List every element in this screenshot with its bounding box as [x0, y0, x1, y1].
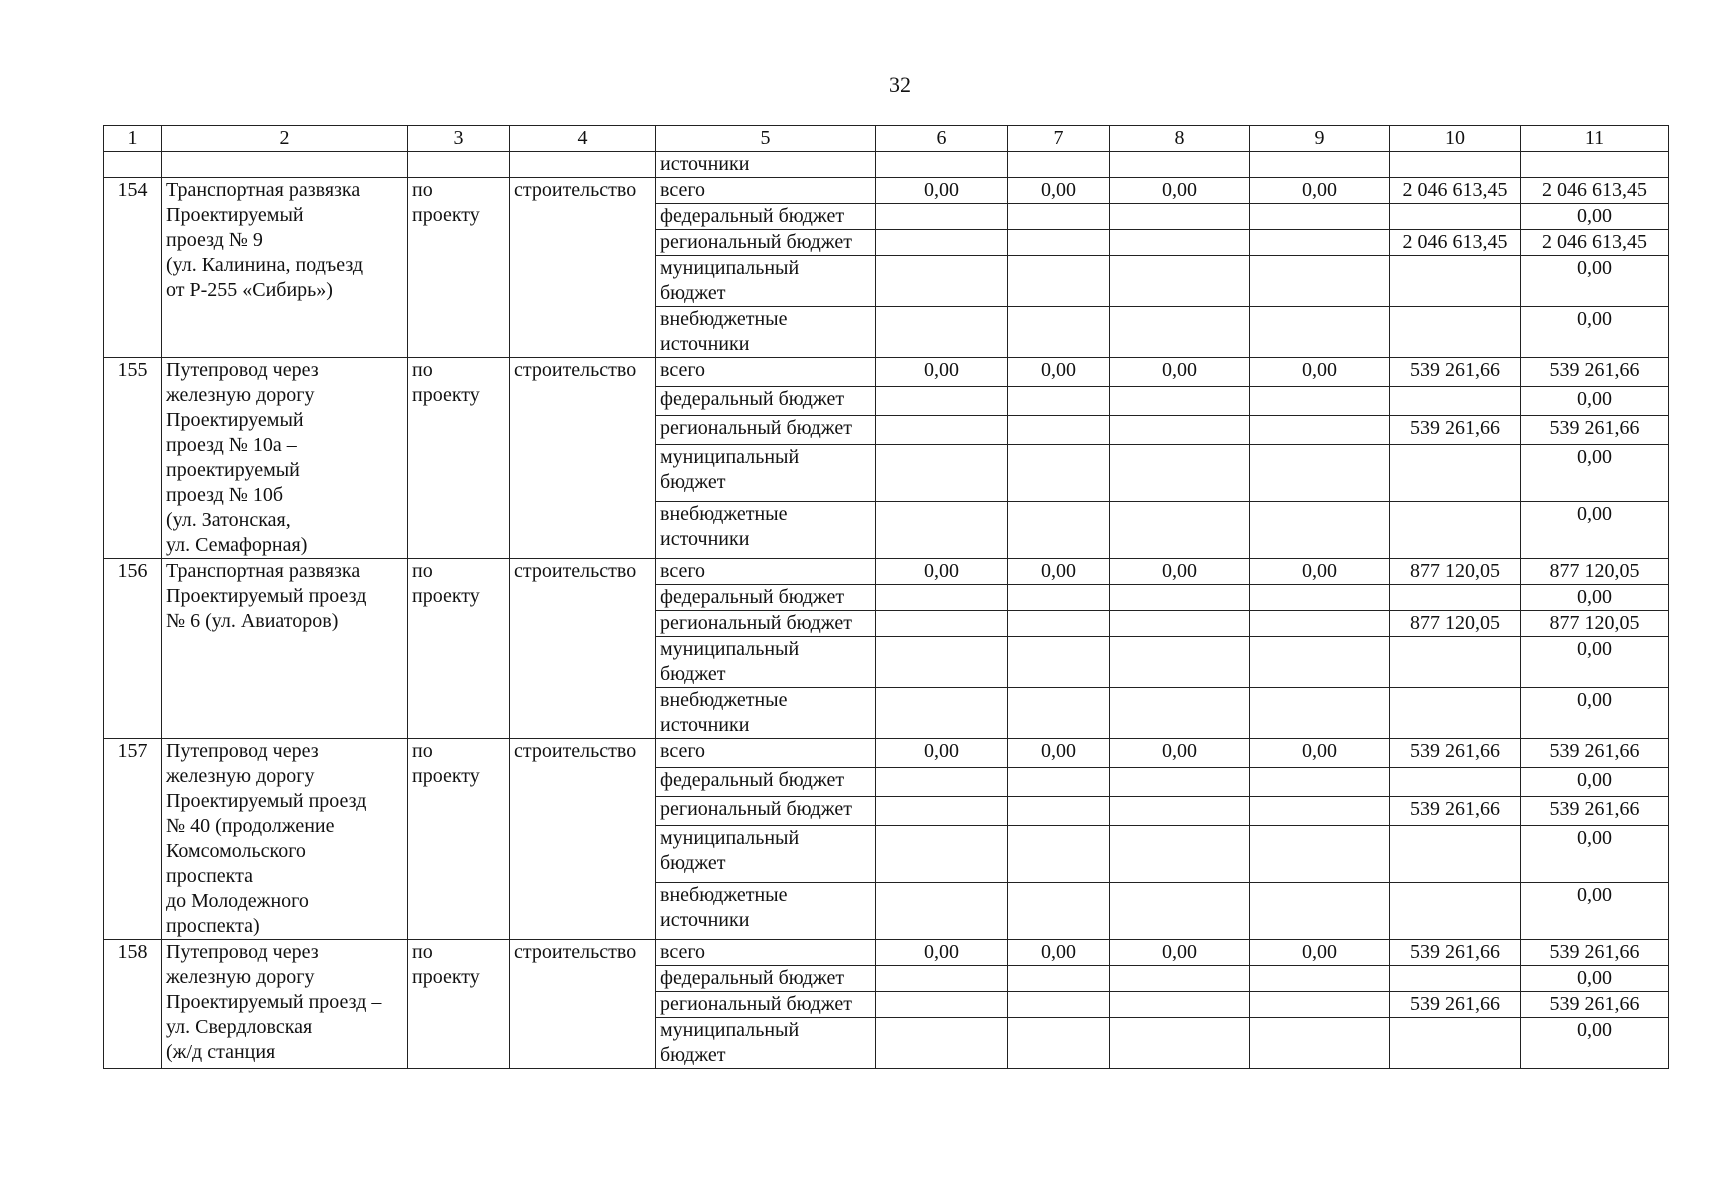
amount-cell	[1390, 307, 1521, 358]
cell-line: проекту	[412, 204, 480, 226]
amount-cell	[1390, 585, 1521, 611]
funding-source	[656, 966, 876, 992]
cell-line: Проектируемый	[166, 409, 304, 431]
amount-cell	[1110, 445, 1250, 502]
row-number: 157	[104, 739, 162, 940]
funding-source	[656, 178, 876, 204]
amount-cell	[1110, 585, 1250, 611]
amount-cell: 0,00	[876, 178, 1008, 204]
amount-cell	[1250, 416, 1390, 445]
amount-cell: 0,00	[1250, 739, 1390, 768]
cell-line: муниципальный	[660, 638, 800, 660]
amount-cell	[1250, 688, 1390, 739]
funding-source	[656, 307, 876, 358]
amount-cell	[1110, 230, 1250, 256]
amount-cell: 539 261,66	[1521, 416, 1669, 445]
amount-cell: 877 120,05	[1521, 559, 1669, 585]
amount-cell: 0,00	[1250, 559, 1390, 585]
amount-cell	[876, 883, 1008, 940]
cell-line: до Молодежного	[166, 890, 309, 912]
amount-cell: 0,00	[1008, 559, 1110, 585]
amount-cell	[1008, 768, 1110, 797]
amount-cell	[1110, 883, 1250, 940]
amount-cell	[1008, 387, 1110, 416]
funding-source	[656, 256, 876, 307]
funding-source	[656, 739, 876, 768]
amount-cell: 877 120,05	[1521, 611, 1669, 637]
amount-cell	[1008, 230, 1110, 256]
amount-cell	[1250, 992, 1390, 1018]
budget-table	[103, 125, 1669, 1069]
amount-cell: 0,00	[1521, 585, 1669, 611]
amount-cell	[1008, 688, 1110, 739]
amount-cell: 877 120,05	[1390, 611, 1521, 637]
funding-source	[656, 204, 876, 230]
cell-line: проезд № 9	[166, 229, 263, 251]
amount-cell	[1008, 611, 1110, 637]
amount-cell	[1250, 797, 1390, 826]
amount-cell	[1008, 585, 1110, 611]
cell-line: бюджет	[660, 471, 726, 494]
funding-source	[656, 1018, 876, 1069]
cell-line: № 6 (ул. Авиаторов)	[166, 610, 339, 632]
funding-source	[656, 611, 876, 637]
amount-cell	[1110, 768, 1250, 797]
cell-line: всего	[660, 740, 706, 762]
amount-cell: 539 261,66	[1390, 797, 1521, 826]
amount-cell	[1110, 966, 1250, 992]
amount-cell: 0,00	[1521, 445, 1669, 502]
amount-cell: 0,00	[1110, 940, 1250, 966]
amount-cell: 0,00	[1110, 739, 1250, 768]
amount-cell	[1390, 768, 1521, 797]
amount-cell: 539 261,66	[1390, 992, 1521, 1018]
header-cell: 2	[162, 126, 408, 152]
funding-source	[656, 585, 876, 611]
cell-line: источники	[660, 909, 750, 932]
amount-cell	[1008, 992, 1110, 1018]
cell-line: всего	[660, 179, 706, 201]
amount-cell	[876, 307, 1008, 358]
amount-cell	[1390, 387, 1521, 416]
page-number: 32	[889, 72, 911, 97]
amount-cell	[1110, 611, 1250, 637]
header-cell: 10	[1390, 126, 1521, 152]
amount-cell	[1008, 883, 1110, 940]
cell-line: муниципальный	[660, 1019, 800, 1041]
cell-line: ул. Семафорная)	[166, 534, 308, 556]
cell-line: ул. Свердловская	[166, 1016, 313, 1038]
cell-line: источники	[660, 333, 750, 355]
header-cell: 11	[1521, 126, 1669, 152]
amount-cell	[1110, 387, 1250, 416]
amount-cell: 877 120,05	[1390, 559, 1521, 585]
amount-cell	[1110, 797, 1250, 826]
amount-cell	[1250, 1018, 1390, 1069]
row-number: 154	[104, 178, 162, 358]
amount-cell	[1008, 966, 1110, 992]
funding-source	[656, 387, 876, 416]
project-basis	[408, 940, 510, 1069]
cell-line: региональный бюджет	[660, 798, 852, 821]
funding-source	[656, 559, 876, 585]
amount-cell: 0,00	[1008, 940, 1110, 966]
cell-line: всего	[660, 560, 706, 582]
amount-cell	[876, 387, 1008, 416]
amount-cell	[876, 416, 1008, 445]
cell-line: проекту	[412, 585, 480, 607]
object-name	[162, 559, 408, 739]
amount-cell	[876, 256, 1008, 307]
funding-source	[656, 416, 876, 445]
cell-line: Путепровод через	[166, 740, 319, 762]
cell-line: по	[412, 179, 433, 201]
cell-line: всего	[660, 941, 706, 963]
amount-cell: 0,00	[1521, 826, 1669, 883]
cell-line: внебюджетные	[660, 503, 788, 526]
funding-source	[656, 992, 876, 1018]
amount-cell	[876, 797, 1008, 826]
amount-cell: 0,00	[1521, 307, 1669, 358]
cell-line: источники	[660, 528, 750, 551]
amount-cell: 539 261,66	[1521, 797, 1669, 826]
amount-cell: 0,00	[876, 559, 1008, 585]
table-row	[104, 178, 1669, 204]
amount-cell	[876, 230, 1008, 256]
cell-line: федеральный бюджет	[660, 967, 845, 989]
cell-line: железную дорогу	[166, 384, 315, 406]
cell-line: внебюджетные	[660, 884, 788, 907]
amount-cell: 539 261,66	[1390, 940, 1521, 966]
amount-cell	[876, 992, 1008, 1018]
row-number: 156	[104, 559, 162, 739]
amount-cell: 0,00	[1521, 204, 1669, 230]
project-basis	[408, 559, 510, 739]
header-cell: 6	[876, 126, 1008, 152]
amount-cell: 539 261,66	[1521, 992, 1669, 1018]
amount-cell	[876, 204, 1008, 230]
header-cell: 5	[656, 126, 876, 152]
amount-cell	[1250, 204, 1390, 230]
amount-cell: 0,00	[1110, 178, 1250, 204]
amount-cell: 2 046 613,45	[1521, 230, 1669, 256]
cell-line: № 40 (продолжение	[166, 815, 335, 837]
amount-cell	[1250, 445, 1390, 502]
amount-cell	[1250, 768, 1390, 797]
cell-line: бюджет	[660, 663, 726, 685]
cell-line: бюджет	[660, 852, 726, 875]
header-cell: 1	[104, 126, 162, 152]
funding-source	[656, 797, 876, 826]
amount-cell: 0,00	[1008, 739, 1110, 768]
amount-cell	[1008, 256, 1110, 307]
amount-cell	[1250, 256, 1390, 307]
amount-cell	[1250, 502, 1390, 559]
continuation-row	[104, 152, 1669, 178]
cell-line: региональный бюджет	[660, 993, 852, 1015]
header-row	[104, 126, 1669, 152]
amount-cell	[1390, 256, 1521, 307]
amount-cell	[1110, 826, 1250, 883]
continuation-label: источники	[656, 152, 876, 178]
amount-cell	[1250, 826, 1390, 883]
amount-cell: 0,00	[876, 739, 1008, 768]
row-number: 158	[104, 940, 162, 1069]
cell-line: по	[412, 560, 433, 582]
amount-cell: 0,00	[876, 940, 1008, 966]
amount-cell	[876, 637, 1008, 688]
amount-cell	[1250, 387, 1390, 416]
amount-cell	[1110, 204, 1250, 230]
cell-line: региональный бюджет	[660, 417, 852, 440]
cell-line: внебюджетные	[660, 689, 788, 711]
amount-cell	[1250, 883, 1390, 940]
amount-cell	[1008, 502, 1110, 559]
object-name	[162, 940, 408, 1069]
cell-line: источники	[660, 714, 750, 736]
amount-cell	[1250, 230, 1390, 256]
amount-cell: 0,00	[1521, 1018, 1669, 1069]
amount-cell	[1390, 1018, 1521, 1069]
amount-cell: 0,00	[1521, 883, 1669, 940]
amount-cell	[876, 585, 1008, 611]
cell-line: проекту	[412, 765, 480, 787]
cell-line: федеральный бюджет	[660, 586, 845, 608]
amount-cell	[876, 1018, 1008, 1069]
amount-cell	[876, 966, 1008, 992]
cell-line: региональный бюджет	[660, 612, 852, 634]
amount-cell	[1250, 637, 1390, 688]
header-cell: 4	[510, 126, 656, 152]
object-name	[162, 739, 408, 940]
work-type: строительство	[510, 739, 656, 940]
amount-cell: 0,00	[1521, 256, 1669, 307]
cell-line: (ул. Калинина, подъезд	[166, 254, 364, 276]
cell-line: федеральный бюджет	[660, 388, 845, 411]
funding-source	[656, 502, 876, 559]
object-name	[162, 358, 408, 559]
cell-line: внебюджетные	[660, 308, 788, 330]
amount-cell	[1008, 307, 1110, 358]
amount-cell	[1390, 637, 1521, 688]
cell-line: Проектируемый проезд	[166, 790, 367, 812]
header-cell: 7	[1008, 126, 1110, 152]
amount-cell: 0,00	[1521, 768, 1669, 797]
cell-line: Транспортная развязка	[166, 179, 361, 201]
amount-cell: 0,00	[876, 358, 1008, 387]
amount-cell: 539 261,66	[1521, 739, 1669, 768]
amount-cell	[1390, 883, 1521, 940]
amount-cell	[1390, 826, 1521, 883]
amount-cell: 0,00	[1250, 358, 1390, 387]
table-row	[104, 739, 1669, 768]
cell-line: по	[412, 941, 433, 963]
amount-cell	[1390, 204, 1521, 230]
cell-line: Путепровод через	[166, 359, 319, 381]
amount-cell: 539 261,66	[1521, 358, 1669, 387]
cell-line: региональный бюджет	[660, 231, 852, 253]
amount-cell	[1008, 445, 1110, 502]
amount-cell: 0,00	[1521, 502, 1669, 559]
amount-cell: 0,00	[1521, 688, 1669, 739]
amount-cell	[1008, 204, 1110, 230]
table-row	[104, 559, 1669, 585]
amount-cell: 539 261,66	[1390, 358, 1521, 387]
amount-cell	[876, 502, 1008, 559]
cell-line: всего	[660, 359, 706, 381]
project-basis	[408, 739, 510, 940]
amount-cell: 0,00	[1250, 940, 1390, 966]
cell-line: муниципальный	[660, 257, 800, 279]
amount-cell	[1390, 966, 1521, 992]
object-name	[162, 178, 408, 358]
funding-source	[656, 940, 876, 966]
table-row	[104, 940, 1669, 966]
funding-source	[656, 883, 876, 940]
work-type: строительство	[510, 178, 656, 358]
amount-cell: 2 046 613,45	[1390, 230, 1521, 256]
amount-cell	[876, 445, 1008, 502]
amount-cell: 0,00	[1521, 637, 1669, 688]
cell-line: Транспортная развязка	[166, 560, 361, 582]
cell-line: муниципальный	[660, 827, 800, 850]
funding-source	[656, 445, 876, 502]
funding-source	[656, 230, 876, 256]
amount-cell	[1110, 1018, 1250, 1069]
amount-cell	[876, 688, 1008, 739]
amount-cell	[1390, 445, 1521, 502]
amount-cell	[1110, 688, 1250, 739]
amount-cell: 2 046 613,45	[1521, 178, 1669, 204]
amount-cell: 2 046 613,45	[1390, 178, 1521, 204]
amount-cell: 0,00	[1521, 387, 1669, 416]
cell-line: (ул. Затонская,	[166, 509, 291, 531]
amount-cell	[1250, 611, 1390, 637]
amount-cell	[876, 826, 1008, 883]
cell-line: бюджет	[660, 282, 726, 304]
amount-cell	[1110, 992, 1250, 1018]
cell-line: Проектируемый	[166, 204, 304, 226]
cell-line: Комсомольского	[166, 840, 306, 862]
cell-line: проекту	[412, 384, 480, 406]
cell-line: федеральный бюджет	[660, 769, 845, 792]
amount-cell: 0,00	[1110, 559, 1250, 585]
cell-line: Проектируемый проезд	[166, 585, 367, 607]
amount-cell	[1110, 416, 1250, 445]
amount-cell: 539 261,66	[1390, 416, 1521, 445]
funding-source	[656, 826, 876, 883]
amount-cell	[876, 611, 1008, 637]
cell-line: бюджет	[660, 1044, 726, 1066]
cell-line: проезд № 10б	[166, 484, 284, 506]
cell-line: проспекта)	[166, 915, 260, 937]
amount-cell: 0,00	[1250, 178, 1390, 204]
amount-cell: 0,00	[1521, 966, 1669, 992]
cell-line: (ж/д станция	[166, 1041, 276, 1063]
amount-cell: 0,00	[1110, 358, 1250, 387]
amount-cell	[1110, 256, 1250, 307]
amount-cell	[1390, 688, 1521, 739]
cell-line: проектируемый	[166, 459, 300, 481]
cell-line: проезд № 10а –	[166, 434, 297, 456]
work-type: строительство	[510, 559, 656, 739]
amount-cell: 0,00	[1008, 178, 1110, 204]
header-cell: 8	[1110, 126, 1250, 152]
amount-cell	[1008, 637, 1110, 688]
cell-line: муниципальный	[660, 446, 800, 469]
amount-cell	[1250, 585, 1390, 611]
amount-cell	[1250, 966, 1390, 992]
funding-source	[656, 688, 876, 739]
header-cell: 3	[408, 126, 510, 152]
project-basis	[408, 178, 510, 358]
amount-cell	[1008, 826, 1110, 883]
amount-cell	[1110, 502, 1250, 559]
cell-line: по	[412, 740, 433, 762]
amount-cell	[1250, 307, 1390, 358]
work-type: строительство	[510, 940, 656, 1069]
amount-cell	[1110, 637, 1250, 688]
cell-line: Путепровод через	[166, 941, 319, 963]
row-number: 155	[104, 358, 162, 559]
amount-cell: 0,00	[1008, 358, 1110, 387]
funding-source	[656, 358, 876, 387]
work-type: строительство	[510, 358, 656, 559]
project-basis	[408, 358, 510, 559]
cell-line: федеральный бюджет	[660, 205, 845, 227]
cell-line: Проектируемый проезд –	[166, 991, 382, 1013]
cell-line: проекту	[412, 966, 480, 988]
cell-line: проспекта	[166, 865, 253, 887]
amount-cell	[876, 768, 1008, 797]
amount-cell	[1008, 1018, 1110, 1069]
cell-line: от Р-255 «Сибирь»)	[166, 279, 333, 301]
cell-line: по	[412, 359, 433, 381]
header-cell: 9	[1250, 126, 1390, 152]
cell-line: железную дорогу	[166, 765, 315, 787]
table-row	[104, 358, 1669, 387]
cell-line: железную дорогу	[166, 966, 315, 988]
amount-cell	[1008, 797, 1110, 826]
amount-cell	[1008, 416, 1110, 445]
amount-cell: 539 261,66	[1521, 940, 1669, 966]
funding-source	[656, 637, 876, 688]
amount-cell	[1110, 307, 1250, 358]
amount-cell: 539 261,66	[1390, 739, 1521, 768]
amount-cell	[1390, 502, 1521, 559]
funding-source	[656, 768, 876, 797]
